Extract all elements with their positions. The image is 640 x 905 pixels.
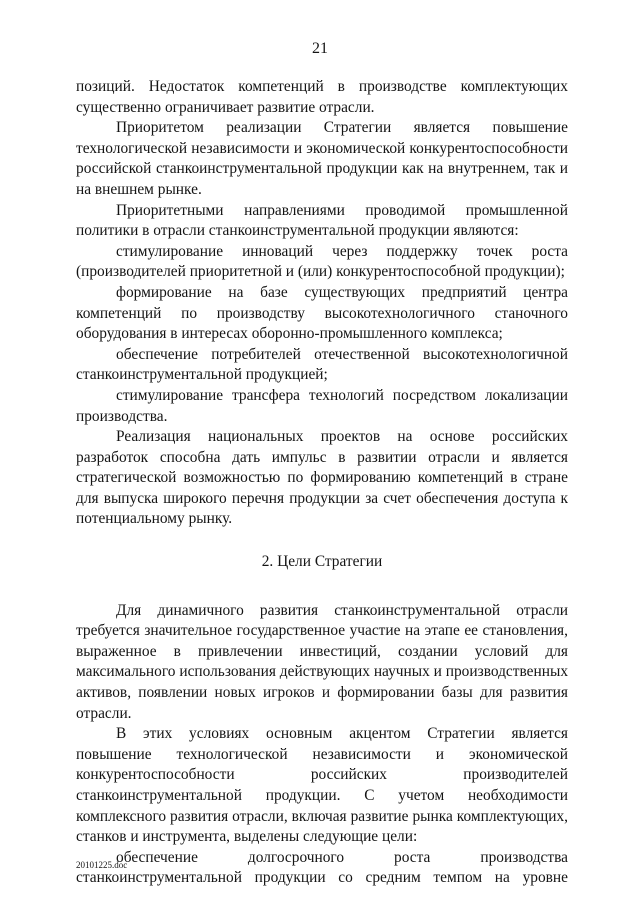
paragraph: Для динамичного развития станкоинструментальной отрасли требуется значительное государственное участие на этапе ее становления, выраженное в привлечении инвестиций, создании условий для максимального использования действующих научных и производственных активов, появлении новых игроков и формировании базы для развития отрасли. bbox=[76, 601, 569, 722]
paragraph: Приоритетными направлениями проводимой промышленной политики в отрасли станкоинструментальной продукции являются: bbox=[76, 201, 568, 240]
list-item: стимулирование инноваций через поддержку точек роста (производителей приоритетной и (или) конкурентоспособной продукции); bbox=[76, 242, 568, 281]
paragraph: В этих условиях основным акцентом Стратегии является повышение технологической независимости и экономической конкурентоспособности российских производителей станкоинструментальной продукции. С учетом необходимости комплексного развития отрасли, включая развитие рынка комплектующих, станков и инструмента, выделены следующие цели: bbox=[76, 725, 568, 846]
page-number: 21 bbox=[312, 40, 328, 57]
list-item: формирование на базе существующих предприятий центра компетенций по производству высокотехнологичного станочного оборудования в интересах оборонно-промышленного комплекса; bbox=[76, 283, 568, 343]
file-name-footer: 20101225.doc bbox=[76, 860, 128, 870]
list-item: обеспечение потребителей отечественной высокотехнологичной станкоинструментальной продукцией; bbox=[76, 345, 568, 384]
list-item: обеспечение долгосрочного роста производства станкоинструментальной продукции со средним темпом на уровне bbox=[76, 848, 568, 887]
paragraph: позиций. Недостаток компетенций в производстве комплектующих существенно ограничивает развитие отрасли. bbox=[76, 78, 568, 116]
paragraph: Реализация национальных проектов на основе российских разработок способна дать импульс в развитии отрасли и является стратегической возможностью по формированию компетенций в стране для выпуска широкого перечня продукции за счет обеспечения доступа к потенциальному рынку. bbox=[76, 428, 568, 528]
section-heading: 2. Цели Стратегии bbox=[261, 553, 383, 571]
paragraph: Приоритетом реализации Стратегии является повышение технологической независимости и экономической конкурентоспособности российской станкоинструментальной продукции как на внутреннем, так и на внешнем рынке. bbox=[76, 119, 568, 198]
list-item: стимулирование трансфера технологий посредством локализации производства. bbox=[76, 386, 568, 425]
document-body bbox=[76, 77, 568, 889]
